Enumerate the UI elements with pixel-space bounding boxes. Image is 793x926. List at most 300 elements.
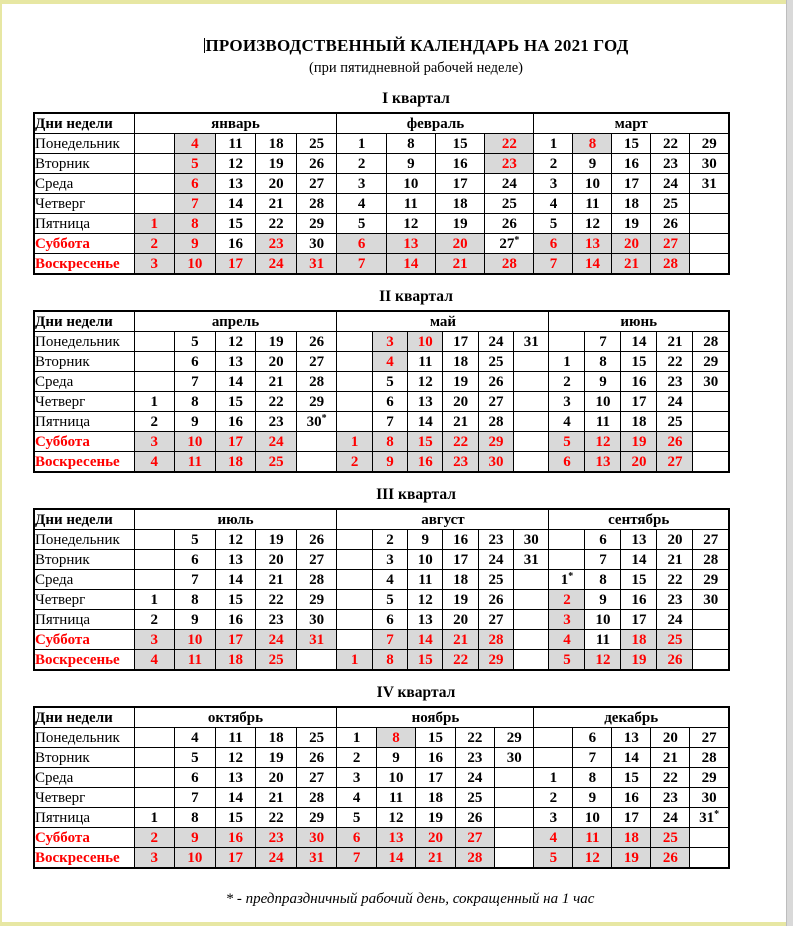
- quarter-table-2: [33, 310, 730, 473]
- calendar-cell: 21: [651, 748, 690, 768]
- weekday-row: [34, 590, 729, 610]
- calendar-cell: [337, 590, 372, 610]
- calendar-cell: 22: [657, 570, 693, 590]
- calendar-cell: 18: [256, 134, 297, 154]
- month-name-март: март: [534, 113, 729, 134]
- calendar-cell: 17: [612, 808, 651, 828]
- calendar-cell: 12: [215, 332, 256, 352]
- calendar-cell: 11: [585, 412, 621, 432]
- days-header-cell: Дни недели: [34, 509, 134, 530]
- calendar-cell: 25: [657, 630, 693, 650]
- weekday-row: [34, 610, 729, 630]
- calendar-cell: 17: [215, 254, 256, 275]
- calendar-cell: 22: [443, 432, 478, 452]
- calendar-cell: 26: [657, 650, 693, 671]
- weekday-label: Вторник: [34, 154, 134, 174]
- weekday-label: Суббота: [34, 630, 134, 650]
- calendar-cell: 10: [408, 550, 443, 570]
- calendar-cell: 31: [514, 550, 549, 570]
- weekday-row: [34, 154, 729, 174]
- calendar-cell: 4: [372, 352, 407, 372]
- calendar-cell: [337, 530, 372, 550]
- calendar-cell: [495, 828, 534, 848]
- calendar-cell: [337, 550, 372, 570]
- calendar-cell: [693, 432, 729, 452]
- weekday-label: Среда: [34, 372, 134, 392]
- weekday-label: Среда: [34, 570, 134, 590]
- calendar-cell: [296, 650, 337, 671]
- calendar-cell: 10: [585, 610, 621, 630]
- calendar-cell: 9: [408, 530, 443, 550]
- weekday-label: Четверг: [34, 788, 134, 808]
- calendar-cell: [337, 352, 372, 372]
- calendar-cell: 13: [573, 234, 612, 254]
- page-border-bottom: [0, 922, 793, 926]
- calendar-cell: 25: [651, 828, 690, 848]
- weekday-row: [34, 452, 729, 473]
- calendar-cell: 2: [549, 372, 585, 392]
- footnote: * - предпраздничный рабочий день, сокращенный на 1 час: [225, 891, 595, 907]
- calendar-cell: [337, 412, 372, 432]
- calendar-cell: 4: [549, 412, 585, 432]
- weekday-row: [34, 214, 729, 234]
- text-cursor: [204, 38, 205, 53]
- weekday-label: Воскресенье: [34, 650, 134, 671]
- calendar-cell: [693, 412, 729, 432]
- calendar-cell: [134, 788, 175, 808]
- calendar-cell: 19: [416, 808, 455, 828]
- table-header-row: [34, 311, 729, 332]
- calendar-cell: 6: [372, 392, 407, 412]
- calendar-cell: 13: [612, 728, 651, 748]
- calendar-cell: 5: [175, 530, 216, 550]
- calendar-cell: [296, 432, 337, 452]
- calendar-cell: 28: [296, 194, 337, 214]
- calendar-cell: 20: [651, 728, 690, 748]
- calendar-cell: 29: [296, 590, 337, 610]
- weekday-label: Пятница: [34, 808, 134, 828]
- weekday-label: Четверг: [34, 194, 134, 214]
- calendar-cell: 5: [337, 214, 386, 234]
- calendar-cell: 14: [376, 848, 415, 869]
- weekday-row: [34, 432, 729, 452]
- calendar-cell: 31: [296, 630, 337, 650]
- calendar-cell: 27: [296, 768, 337, 788]
- weekday-label: Среда: [34, 768, 134, 788]
- calendar-cell: [134, 570, 175, 590]
- calendar-cell: 12: [585, 432, 621, 452]
- calendar-cell: [514, 590, 549, 610]
- table-header-row: [34, 707, 729, 728]
- calendar-cell: 2: [134, 234, 175, 254]
- calendar-cell: 30: [690, 788, 729, 808]
- calendar-cell: 30: [296, 234, 337, 254]
- weekday-row: [34, 808, 729, 828]
- calendar-cell: [495, 788, 534, 808]
- calendar-cell: 19: [612, 848, 651, 869]
- calendar-cell: 30: [690, 154, 729, 174]
- month-name-июнь: июнь: [549, 311, 729, 332]
- calendar-cell: 27: [690, 728, 729, 748]
- calendar-cell: 30: [693, 590, 729, 610]
- calendar-cell: 8: [372, 650, 407, 671]
- calendar-cell: 21: [443, 630, 478, 650]
- calendar-cell: [534, 728, 573, 748]
- calendar-cell: 17: [215, 848, 256, 869]
- calendar-cell: 14: [408, 630, 443, 650]
- calendar-cell: 10: [175, 432, 216, 452]
- calendar-cell: 28: [693, 550, 729, 570]
- calendar-cell: 24: [657, 392, 693, 412]
- calendar-cell: 30: [296, 828, 337, 848]
- calendar-cell: 8: [175, 392, 216, 412]
- calendar-cell: 18: [435, 194, 484, 214]
- calendar-cell: 31: [296, 848, 337, 869]
- calendar-cell: 4: [337, 788, 376, 808]
- calendar-cell: 26: [296, 154, 337, 174]
- calendar-cell: [693, 630, 729, 650]
- calendar-cell: 12: [215, 748, 256, 768]
- days-header-cell: Дни недели: [34, 311, 134, 332]
- calendar-cell: 2: [549, 590, 585, 610]
- calendar-cell: 5: [534, 214, 573, 234]
- calendar-cell: 3: [134, 432, 175, 452]
- calendar-cell: 10: [376, 768, 415, 788]
- calendar-cell: [134, 728, 175, 748]
- calendar-cell: [337, 332, 372, 352]
- calendar-cell: 24: [657, 610, 693, 630]
- calendar-cell: 11: [585, 630, 621, 650]
- quarter-heading-3: III квартал: [376, 486, 456, 503]
- calendar-cell: 27: [478, 610, 513, 630]
- calendar-cell: 24: [478, 332, 513, 352]
- calendar-cell: 22: [657, 352, 693, 372]
- weekday-row: [34, 828, 729, 848]
- weekday-row: [34, 748, 729, 768]
- calendar-cell: 13: [215, 352, 256, 372]
- weekday-row: [34, 788, 729, 808]
- scrollbar-track[interactable]: [786, 0, 793, 926]
- calendar-cell: 23: [256, 828, 297, 848]
- calendar-cell: 3: [337, 174, 386, 194]
- calendar-cell: 1: [534, 134, 573, 154]
- quarter-table-3: [33, 508, 730, 671]
- weekday-row: [34, 134, 729, 154]
- calendar-cell: 14: [573, 254, 612, 275]
- calendar-cell: 11: [175, 650, 216, 671]
- calendar-cell: 18: [621, 630, 657, 650]
- calendar-cell: 22: [256, 392, 297, 412]
- calendar-cell: 4: [175, 134, 216, 154]
- calendar-cell: 3: [134, 630, 175, 650]
- calendar-cell: 16: [215, 412, 256, 432]
- calendar-cell: 29: [495, 728, 534, 748]
- calendar-cell: 28: [693, 332, 729, 352]
- calendar-cell: 26: [478, 372, 513, 392]
- calendar-cell: 23: [256, 234, 297, 254]
- calendar-cell: 28: [296, 788, 337, 808]
- month-name-апрель: апрель: [134, 311, 337, 332]
- calendar-cell: 20: [612, 234, 651, 254]
- calendar-cell: 26: [478, 590, 513, 610]
- calendar-cell: [134, 530, 175, 550]
- calendar-cell: 21: [256, 372, 297, 392]
- calendar-cell: 8: [386, 134, 435, 154]
- calendar-cell: 7: [585, 550, 621, 570]
- calendar-cell: 5: [175, 154, 216, 174]
- calendar-cell: 17: [416, 768, 455, 788]
- calendar-cell: 23: [256, 412, 297, 432]
- calendar-cell: 29: [296, 808, 337, 828]
- calendar-cell: [514, 352, 549, 372]
- calendar-cell: 4: [372, 570, 407, 590]
- calendar-cell: 31: [514, 332, 549, 352]
- calendar-cell: 15: [416, 728, 455, 748]
- calendar-cell: 27: [651, 234, 690, 254]
- calendar-cell: 23: [256, 610, 297, 630]
- calendar-cell: 5: [372, 590, 407, 610]
- calendar-cell: 14: [215, 788, 256, 808]
- calendar-cell: 19: [621, 650, 657, 671]
- month-name-май: май: [337, 311, 549, 332]
- calendar-cell: [337, 630, 372, 650]
- calendar-cell: 11: [175, 452, 216, 473]
- calendar-cell: 21: [416, 848, 455, 869]
- calendar-cell: 21: [657, 550, 693, 570]
- weekday-row: [34, 254, 729, 275]
- calendar-cell: 8: [175, 590, 216, 610]
- weekday-label: Вторник: [34, 748, 134, 768]
- calendar-cell: 8: [175, 214, 216, 234]
- calendar-cell: 3: [549, 392, 585, 412]
- calendar-cell: 4: [134, 650, 175, 671]
- calendar-cell: 11: [408, 352, 443, 372]
- calendar-cell: 3: [372, 332, 407, 352]
- calendar-cell: [337, 392, 372, 412]
- calendar-cell: 5: [549, 432, 585, 452]
- calendar-cell: 30: [495, 748, 534, 768]
- calendar-cell: 22: [485, 134, 534, 154]
- calendar-cell: 19: [443, 590, 478, 610]
- calendar-cell: 23: [485, 154, 534, 174]
- calendar-cell: 26: [296, 748, 337, 768]
- calendar-cell: 3: [549, 610, 585, 630]
- calendar-cell: 7: [585, 332, 621, 352]
- calendar-cell: 25: [485, 194, 534, 214]
- calendar-cell: 19: [256, 530, 297, 550]
- calendar-cell: 6: [175, 174, 216, 194]
- calendar-cell: 18: [612, 194, 651, 214]
- table-header-row: [34, 113, 729, 134]
- calendar-cell: 13: [376, 828, 415, 848]
- calendar-cell: 4: [134, 452, 175, 473]
- calendar-cell: 26: [651, 848, 690, 869]
- calendar-cell: [693, 392, 729, 412]
- calendar-cell: 25: [296, 134, 337, 154]
- calendar-cell: 16: [416, 748, 455, 768]
- calendar-cell: 6: [534, 234, 573, 254]
- calendar-cell: 17: [443, 550, 478, 570]
- calendar-cell: 12: [585, 650, 621, 671]
- calendar-cell: 9: [175, 234, 216, 254]
- calendar-cell: 29: [478, 432, 513, 452]
- weekday-row: [34, 570, 729, 590]
- calendar-cell: 5: [372, 372, 407, 392]
- calendar-cell: 1: [134, 590, 175, 610]
- calendar-cell: 23: [478, 530, 513, 550]
- calendar-cell: 25: [478, 352, 513, 372]
- quarter-heading-2: II квартал: [379, 288, 453, 305]
- calendar-cell: 20: [256, 768, 297, 788]
- weekday-label: Четверг: [34, 590, 134, 610]
- calendar-cell: 12: [573, 214, 612, 234]
- calendar-cell: 20: [657, 530, 693, 550]
- calendar-cell: 10: [175, 848, 216, 869]
- calendar-cell: 7: [372, 412, 407, 432]
- calendar-cell: 2: [337, 154, 386, 174]
- calendar-cell: 31: [690, 174, 729, 194]
- weekday-label: Пятница: [34, 412, 134, 432]
- calendar-cell: 1: [134, 392, 175, 412]
- weekday-label: Четверг: [34, 392, 134, 412]
- calendar-cell: [134, 550, 175, 570]
- calendar-cell: 22: [651, 134, 690, 154]
- calendar-cell: 21: [657, 332, 693, 352]
- calendar-cell: 14: [621, 550, 657, 570]
- calendar-cell: 14: [386, 254, 435, 275]
- weekday-label: Воскресенье: [34, 254, 134, 275]
- weekday-row: [34, 412, 729, 432]
- calendar-cell: 4: [549, 630, 585, 650]
- calendar-cell: [514, 630, 549, 650]
- calendar-cell: 11: [386, 194, 435, 214]
- calendar-cell: 31: [296, 254, 337, 275]
- calendar-cell: 27: [657, 452, 693, 473]
- calendar-cell: 5: [175, 332, 216, 352]
- calendar-cell: 30*: [296, 412, 337, 432]
- calendar-cell: [514, 392, 549, 412]
- calendar-cell: 6: [585, 530, 621, 550]
- calendar-cell: 3: [134, 848, 175, 869]
- calendar-cell: 14: [408, 412, 443, 432]
- month-name-октябрь: октябрь: [134, 707, 337, 728]
- calendar-cell: 18: [256, 728, 297, 748]
- calendar-cell: 25: [256, 650, 297, 671]
- calendar-cell: 9: [585, 590, 621, 610]
- calendar-cell: 29: [478, 650, 513, 671]
- calendar-cell: 17: [621, 392, 657, 412]
- calendar-cell: [134, 352, 175, 372]
- weekday-label: Суббота: [34, 234, 134, 254]
- calendar-cell: 24: [455, 768, 494, 788]
- calendar-cell: 23: [657, 372, 693, 392]
- calendar-cell: 26: [657, 432, 693, 452]
- pre-holiday-asterisk: *: [514, 234, 520, 246]
- calendar-cell: 5: [175, 748, 216, 768]
- calendar-cell: 12: [386, 214, 435, 234]
- month-name-февраль: февраль: [337, 113, 534, 134]
- calendar-cell: [134, 768, 175, 788]
- calendar-cell: 28: [690, 748, 729, 768]
- calendar-cell: 17: [443, 332, 478, 352]
- month-name-декабрь: декабрь: [534, 707, 729, 728]
- calendar-cell: 6: [175, 352, 216, 372]
- weekday-label: Понедельник: [34, 134, 134, 154]
- calendar-cell: 27*: [485, 234, 534, 254]
- calendar-cell: 16: [621, 590, 657, 610]
- calendar-cell: 15: [408, 432, 443, 452]
- calendar-cell: 12: [376, 808, 415, 828]
- calendar-cell: 15: [215, 392, 256, 412]
- calendar-cell: [134, 154, 175, 174]
- calendar-cell: 4: [534, 828, 573, 848]
- quarter-heading-4: IV квартал: [376, 684, 456, 701]
- calendar-cell: 17: [612, 174, 651, 194]
- calendar-cell: 11: [573, 194, 612, 214]
- calendar-cell: [514, 650, 549, 671]
- calendar-cell: 25: [657, 412, 693, 432]
- weekday-row: [34, 530, 729, 550]
- calendar-cell: 19: [256, 332, 297, 352]
- calendar-cell: [337, 372, 372, 392]
- calendar-cell: 9: [386, 154, 435, 174]
- calendar-cell: [514, 412, 549, 432]
- calendar-cell: 15: [215, 214, 256, 234]
- calendar-cell: 7: [534, 254, 573, 275]
- calendar-cell: 22: [256, 214, 297, 234]
- calendar-cell: 9: [573, 154, 612, 174]
- pre-holiday-asterisk: *: [321, 412, 327, 424]
- calendar-cell: 24: [256, 254, 297, 275]
- calendar-cell: 1: [337, 650, 372, 671]
- calendar-cell: 24: [485, 174, 534, 194]
- calendar-cell: 29: [693, 352, 729, 372]
- calendar-cell: [690, 848, 729, 869]
- calendar-cell: 8: [585, 352, 621, 372]
- calendar-cell: 28: [651, 254, 690, 275]
- calendar-cell: 20: [435, 234, 484, 254]
- calendar-cell: 24: [478, 550, 513, 570]
- calendar-cell: 1: [337, 134, 386, 154]
- calendar-cell: 26: [296, 332, 337, 352]
- pre-holiday-asterisk: *: [568, 570, 574, 582]
- calendar-cell: 15: [215, 808, 256, 828]
- calendar-cell: 7: [175, 194, 216, 214]
- days-header-cell: Дни недели: [34, 113, 134, 134]
- calendar-cell: 23: [651, 154, 690, 174]
- calendar-cell: 13: [408, 610, 443, 630]
- calendar-cell: 30: [693, 372, 729, 392]
- calendar-cell: [134, 134, 175, 154]
- calendar-cell: 13: [386, 234, 435, 254]
- calendar-cell: 20: [416, 828, 455, 848]
- calendar-cell: 26: [651, 214, 690, 234]
- calendar-cell: 25: [256, 452, 297, 473]
- calendar-cell: 15: [408, 650, 443, 671]
- calendar-cell: 24: [256, 432, 297, 452]
- calendar-cell: 30: [478, 452, 513, 473]
- calendar-cell: [514, 432, 549, 452]
- calendar-cell: 21: [435, 254, 484, 275]
- calendar-cell: 22: [443, 650, 478, 671]
- calendar-cell: 22: [651, 768, 690, 788]
- calendar-cell: 5: [337, 808, 376, 828]
- calendar-cell: [690, 194, 729, 214]
- calendar-cell: 1: [337, 432, 372, 452]
- calendar-cell: [549, 550, 585, 570]
- calendar-cell: 11: [573, 828, 612, 848]
- calendar-cell: 18: [215, 452, 256, 473]
